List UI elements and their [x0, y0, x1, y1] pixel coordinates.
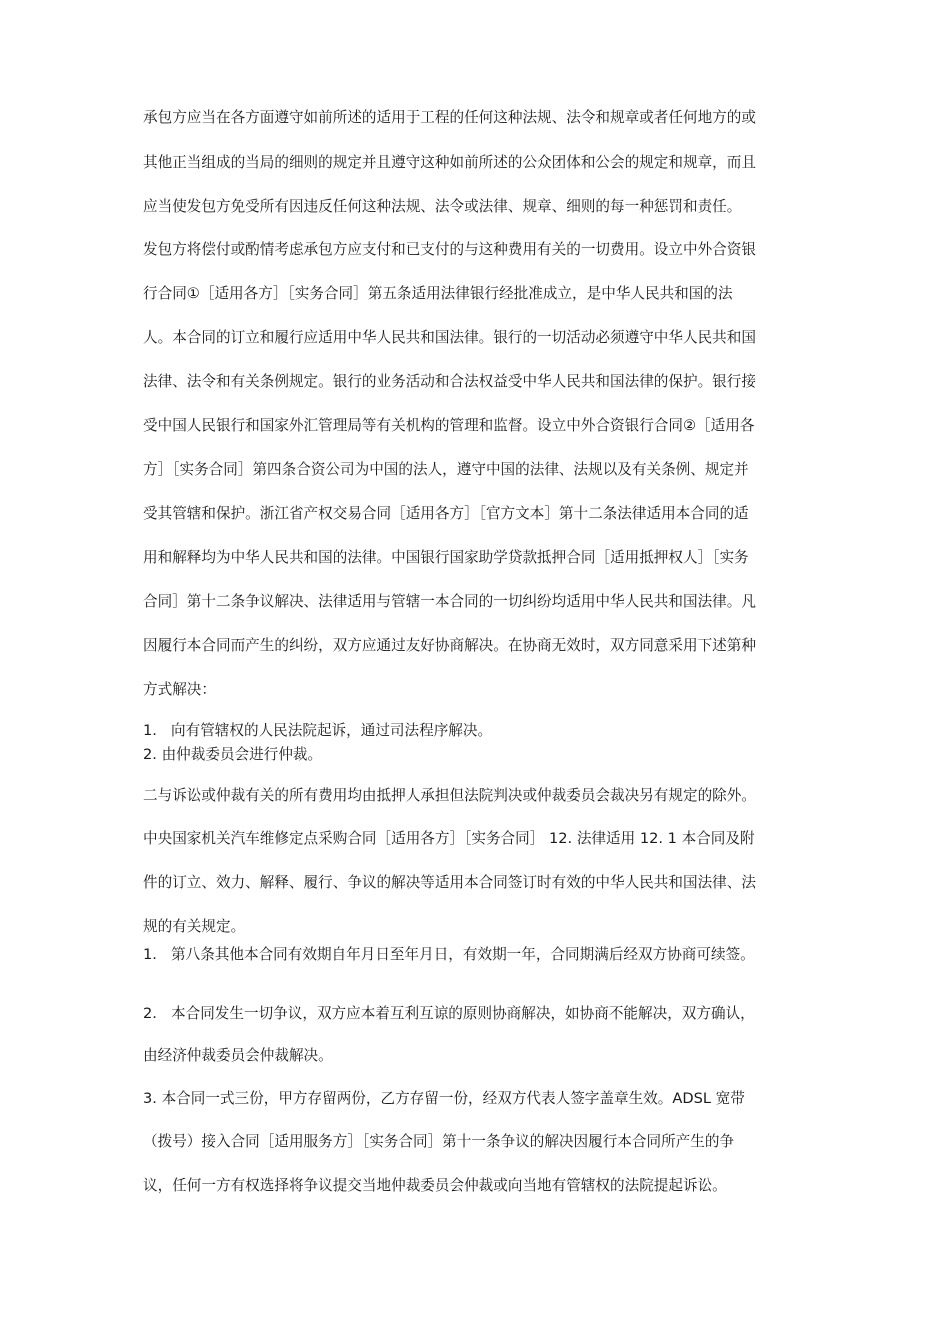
paragraph-line: 受中国人民银行和国家外汇管理局等有关机构的管理和监督。设立中外合资银行合同②［适用各	[143, 417, 755, 434]
list-item	[143, 721, 823, 741]
paragraph-line: 规的有关规定。	[143, 918, 246, 935]
paragraph-line: 行合同①［适用各方］［实务合同］第五条适用法律银行经批准成立，是中华人民共和国的法	[143, 285, 733, 302]
paragraph-line: 发包方将偿付或酌情考虑承包方应支付和已支付的与这种费用有关的一切费用。设立中外合资银	[143, 241, 756, 258]
paragraph-line: 受其管辖和保护。浙江省产权交易合同［适用各方］［官方文本］第十二条法律适用本合同的适	[143, 505, 749, 522]
paragraph-line: 件的订立、效力、解释、履行、争议的解决等适用本合同签订时有效的中华人民共和国法律、法	[143, 874, 756, 891]
paragraph-line: 因履行本合同而产生的纠纷，双方应通过友好协商解决。在协商无效时，双方同意采用下述第种	[143, 637, 756, 654]
list-item-text: 第八条其他本合同有效期自年月日至年月日，有效期一年，合同期满后经双方协商可续签。	[171, 946, 755, 963]
paragraph-line: 用和解释均为中华人民共和国的法律。中国银行国家助学贷款抵押合同［适用抵押权人］［实务	[143, 549, 749, 566]
paragraph-line: 方式解决：	[143, 681, 216, 698]
paragraph-line: 中央国家机关汽车维修定点采购合同［适用各方］［实务合同］ 12. 法律适用 12. 1 本合同及附	[143, 830, 755, 847]
paragraph-line: （拨号）接入合同［适用服务方］［实务合同］第十一条争议的解决因履行本合同所产生的争	[143, 1133, 735, 1150]
paragraph-line: 方］［实务合同］第四条合资公司为中国的法人，遵守中国的法律、法规以及有关条例、规定并	[143, 461, 749, 478]
paragraph-line: 合同］第十二条争议解决、法律适用与管辖一本合同的一切纠纷均适用中华人民共和国法律。凡	[143, 593, 756, 610]
list-item: 2. 由仲裁委员会进行仲裁。	[143, 746, 323, 763]
paragraph-line: 承包方应当在各方面遵守如前所述的适用于工程的任何这种法规、法令和规章或者任何地方的或	[143, 109, 756, 126]
list-item	[143, 1004, 823, 1024]
list-item-text: 本合同发生一切争议，双方应本着互利互谅的原则协商解决，如协商不能解决，双方确认，	[171, 1005, 755, 1022]
paragraph-line: 3. 本合同一式三份，甲方存留两份，乙方存留一份，经双方代表人签字盖章生效。ADSL 宽带	[143, 1090, 745, 1107]
list-item-text: 向有管辖权的人民法院起诉，通过司法程序解决。	[171, 722, 493, 739]
paragraph-line: 二与诉讼或仲裁有关的所有费用均由抵押人承担但法院判决或仲裁委员会裁决另有规定的除外。	[143, 787, 756, 804]
list-item-number: 2.	[143, 1005, 157, 1022]
paragraph-line: 法律、法令和有关条例规定。银行的业务活动和合法权益受中华人民共和国法律的保护。银行接	[143, 373, 756, 390]
list-item-number: 1.	[143, 722, 157, 739]
list-item-number: 1.	[143, 946, 157, 963]
list-item-continuation: 由经济仲裁委员会仲裁解决。	[143, 1047, 333, 1064]
paragraph-line: 其他正当组成的当局的细则的规定并且遵守这种如前所述的公众团体和公会的规定和规章，而且	[143, 154, 756, 171]
paragraph-line: 应当使发包方免受所有因违反任何这种法规、法令或法律、规章、细则的每一种惩罚和责任。	[143, 198, 742, 215]
paragraph-line: 议，任何一方有权选择将争议提交当地仲裁委员会仲裁或向当地有管辖权的法院提起诉讼。	[143, 1177, 727, 1194]
list-item	[143, 945, 823, 965]
paragraph-line: 人。本合同的订立和履行应适用中华人民共和国法律。银行的一切活动必须遵守中华人民共和国	[143, 329, 756, 346]
